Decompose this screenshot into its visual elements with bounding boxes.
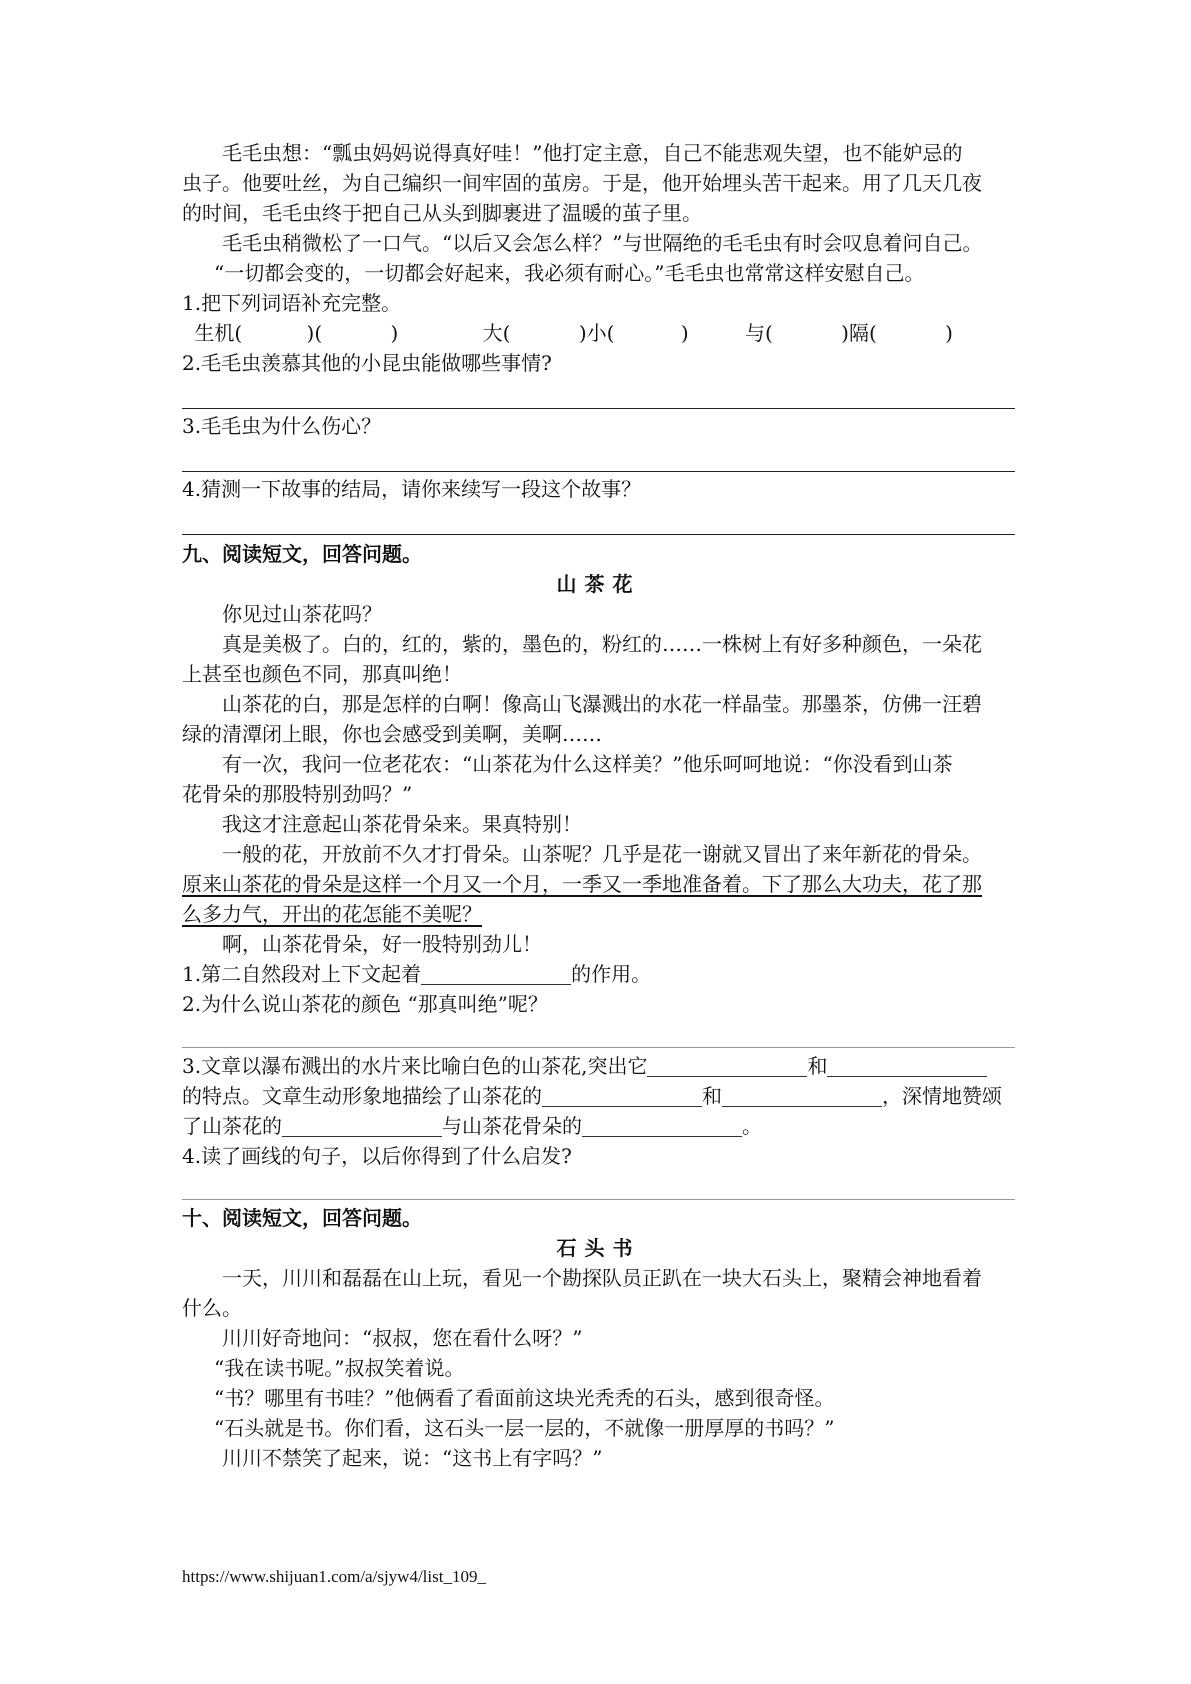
word-item: ) bbox=[390, 321, 399, 345]
answer-line[interactable] bbox=[182, 1019, 1015, 1048]
paragraph: 绿的清潭闭上眼，你也会感受到美啊，美啊…… bbox=[182, 722, 602, 746]
question-4: 4.读了画线的句子，以后你得到了什么启发? bbox=[182, 1144, 572, 1168]
paragraph: “我在读书呢。”叔叔笑着说。 bbox=[214, 1356, 465, 1380]
paragraph: 花骨朵的那股特别劲吗？” bbox=[182, 782, 413, 806]
paragraph: “石头就是书。你们看，这石头一层一层的，不就像一册厚厚的书吗？” bbox=[214, 1416, 835, 1440]
word-item: 与( bbox=[744, 321, 773, 345]
paragraph: 真是美极了。白的，红的，紫的，墨色的，粉红的……一株树上有好多种颜色，一朵花 bbox=[222, 632, 982, 656]
paragraph: 毛毛虫稍微松了一口气。“以后又会怎么样？”与世隔绝的毛毛虫有时会叹息着问自己。 bbox=[222, 231, 983, 255]
word-item: )( bbox=[306, 321, 323, 345]
word-item: )隔( bbox=[841, 321, 877, 345]
answer-line[interactable] bbox=[182, 1171, 1015, 1200]
word-item: )小( bbox=[578, 321, 615, 345]
question-2: 2.毛毛虫羡慕其他的小昆虫能做哪些事情? bbox=[182, 351, 552, 375]
paragraph: 川川不禁笑了起来，说：“这书上有字吗？” bbox=[222, 1446, 603, 1470]
fill-blank[interactable] bbox=[282, 1114, 442, 1137]
question-3: 3.文章以瀑布溅出的水片来比喻白色的山茶花,突出它 和 bbox=[182, 1051, 1015, 1081]
underlined-sentence: 原来山茶花的骨朵是这样一个月又一个月，一季又一季地准备着。下了那么大功夫，花了那 bbox=[182, 872, 982, 896]
paragraph: 一般的花，开放前不久才打骨朵。山茶呢？几乎是花一谢就又冒出了来年新花的骨朵。 bbox=[222, 842, 982, 866]
answer-line[interactable] bbox=[182, 504, 1015, 535]
paragraph: 上甚至也颜色不同，那真叫绝！ bbox=[182, 662, 462, 686]
answer-line[interactable] bbox=[182, 441, 1015, 472]
paragraph: “书？哪里有书哇？”他俩看了看面前这块光秃秃的石头，感到很奇怪。 bbox=[214, 1386, 835, 1410]
question-3-cont: 了山茶花的 与山茶花骨朵的 。 bbox=[182, 1114, 762, 1138]
paragraph: 的时间，毛毛虫终于把自己从头到脚裹进了温暖的茧子里。 bbox=[182, 201, 702, 225]
paragraph: 啊，山茶花骨朵，好一股特别劲儿！ bbox=[222, 932, 542, 956]
fill-blank[interactable] bbox=[827, 1054, 987, 1077]
word-fill-row bbox=[182, 318, 1015, 348]
word-item: ) bbox=[680, 321, 689, 345]
passage-title: 石头书 bbox=[556, 1236, 641, 1260]
footer-url: https://www.shijuan1.com/a/sjyw4/list_109_ bbox=[182, 1567, 486, 1586]
section-heading: 九、阅读短文，回答问题。 bbox=[182, 542, 422, 566]
fill-blank[interactable] bbox=[647, 1054, 807, 1077]
fill-blank[interactable] bbox=[582, 1114, 742, 1137]
fill-blank[interactable] bbox=[722, 1084, 882, 1107]
paragraph: 我这才注意起山茶花骨朵来。果真特别！ bbox=[222, 812, 582, 836]
word-item: ) bbox=[945, 321, 953, 345]
paragraph: 山茶花的白，那是怎样的白啊！像高山飞瀑溅出的水花一样晶莹。那墨茶，仿佛一汪碧 bbox=[222, 692, 982, 716]
worksheet-page bbox=[182, 138, 1015, 1473]
fill-blank[interactable] bbox=[542, 1084, 702, 1107]
passage-title: 山茶花 bbox=[556, 572, 641, 596]
paragraph: 什么。 bbox=[182, 1296, 242, 1320]
word-item: 大( bbox=[482, 321, 511, 345]
section-heading: 十、阅读短文，回答问题。 bbox=[182, 1206, 422, 1230]
paragraph: 你见过山茶花吗？ bbox=[222, 602, 382, 626]
underlined-sentence: 么多力气，开出的花怎能不美呢？ bbox=[182, 902, 482, 926]
question-1: 1.把下列词语补充完整。 bbox=[182, 291, 402, 315]
question-3-cont: 的特点。文章生动形象地描绘了山茶花的 和 ，深情地赞颂 bbox=[182, 1084, 1002, 1108]
paragraph: 毛毛虫想：“瓢虫妈妈说得真好哇！”他打定主意，自己不能悲观失望，也不能妒忌的 bbox=[222, 141, 963, 165]
paragraph: 虫子。他要吐丝，为自己编织一间牢固的茧房。于是，他开始埋头苦干起来。用了几天几夜 bbox=[182, 171, 982, 195]
answer-line[interactable] bbox=[182, 378, 1015, 409]
paragraph: 有一次，我问一位老花农：“山茶花为什么这样美？”他乐呵呵地说：“你没看到山茶 bbox=[222, 752, 953, 776]
question-2: 2.为什么说山茶花的颜色 “那真叫绝”呢？ bbox=[182, 992, 548, 1016]
paragraph: 川川好奇地问：“叔叔，您在看什么呀？” bbox=[222, 1326, 583, 1350]
question-3: 3.毛毛虫为什么伤心？ bbox=[182, 414, 382, 438]
paragraph: “一切都会变的，一切都会好起来，我必须有耐心。”毛毛虫也常常这样安慰自己。 bbox=[214, 261, 925, 285]
question-1: 1.第二自然段对上下文起着 的作用。 bbox=[182, 962, 652, 986]
fill-blank[interactable] bbox=[421, 962, 571, 985]
question-4: 4.猜测一下故事的结局，请你来续写一段这个故事？ bbox=[182, 477, 642, 501]
paragraph: 一天，川川和磊磊在山上玩，看见一个勘探队员正趴在一块大石头上，聚精会神地看着 bbox=[222, 1266, 982, 1290]
word-item: 生机( bbox=[194, 321, 243, 345]
